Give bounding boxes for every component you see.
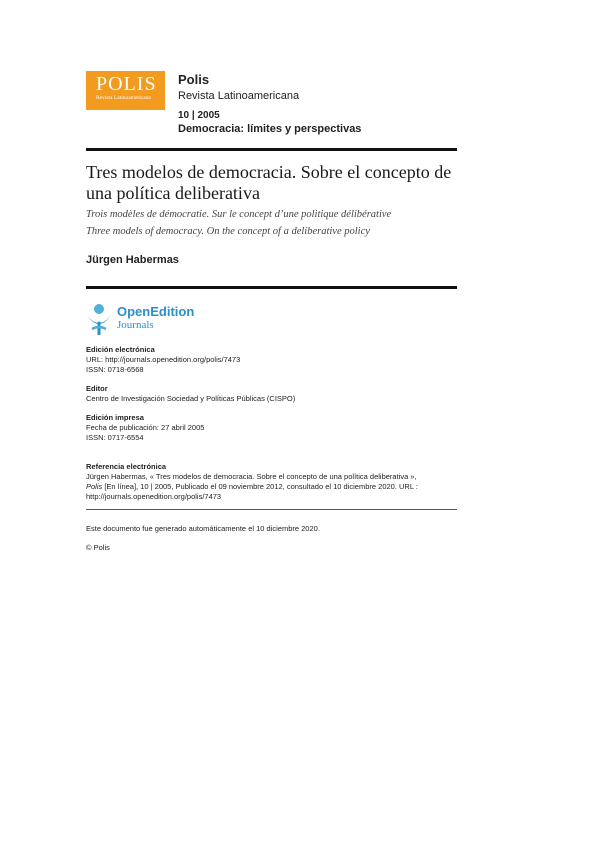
generation-note: Este documento fue generado automáticamente el 10 diciembre 2020. [86,524,320,533]
alternate-titles [86,206,458,240]
openedition-name: OpenEdition [117,304,195,319]
openedition-person-icon [86,303,112,335]
reference-label: Referencia electrónica [86,462,167,471]
electronic-edition-url[interactable]: URL: http://journals.openedition.org/polis/7473 [86,355,241,364]
reference-block [86,462,466,502]
publisher-block [86,384,466,404]
middle-divider [86,286,457,289]
article-title: Tres modelos de democracia. Sobre el concepto de una política deliberativa [86,162,452,203]
journal-title: Polis [178,72,210,87]
issue-info [178,109,361,136]
article-author: Jürgen Habermas [86,254,179,266]
electronic-edition-block [86,345,466,375]
polis-logo [86,71,165,110]
issue-number: 10 | 2005 [178,110,220,121]
print-edition-issn: ISSN: 0717-6554 [86,433,144,442]
copyright: © Polis [86,543,110,552]
alt-title-english: Three models of democracy. On the concept of a deliberative policy [86,226,370,237]
publisher-label: Editor [86,384,108,393]
reference-line-1: Jürgen Habermas, « Tres modelos de democracia. Sobre el concepto de una política deliberativa », [86,472,417,481]
reference-url[interactable]: http://journals.openedition.org/polis/7473 [86,492,222,501]
journal-subtitle: Revista Latinoamericana [178,90,300,102]
reference-journal-name: Polis [86,482,103,491]
electronic-edition-label: Edición electrónica [86,345,155,354]
openedition-logo [86,303,216,335]
issue-title: Democracia: límites y perspectivas [178,123,362,135]
publisher-name: Centro de Investigación Sociedad y Políticas Públicas (CISPO) [86,394,296,403]
reference-line-2 [86,482,451,492]
logo-wordmark: POLIS [96,73,157,95]
print-edition-label: Edición impresa [86,413,144,422]
electronic-edition-issn: ISSN: 0718-6568 [86,365,144,374]
print-edition-date: Fecha de publicación: 27 abril 2005 [86,423,205,432]
reference-details: [En línea], 10 | 2005, Publicado el 09 noviembre 2012, consultado el 10 diciembre 2020. URL : [102,482,418,491]
bottom-divider [86,509,457,510]
openedition-journals: Journals [117,319,154,331]
print-edition-block [86,413,466,443]
top-divider [86,148,457,151]
journal-heading [178,72,299,103]
alt-title-french: Trois modèles de démocratie. Sur le concept d’une politique délibérative [86,209,392,220]
logo-tagline: Revista Latinoamericana [96,95,151,101]
